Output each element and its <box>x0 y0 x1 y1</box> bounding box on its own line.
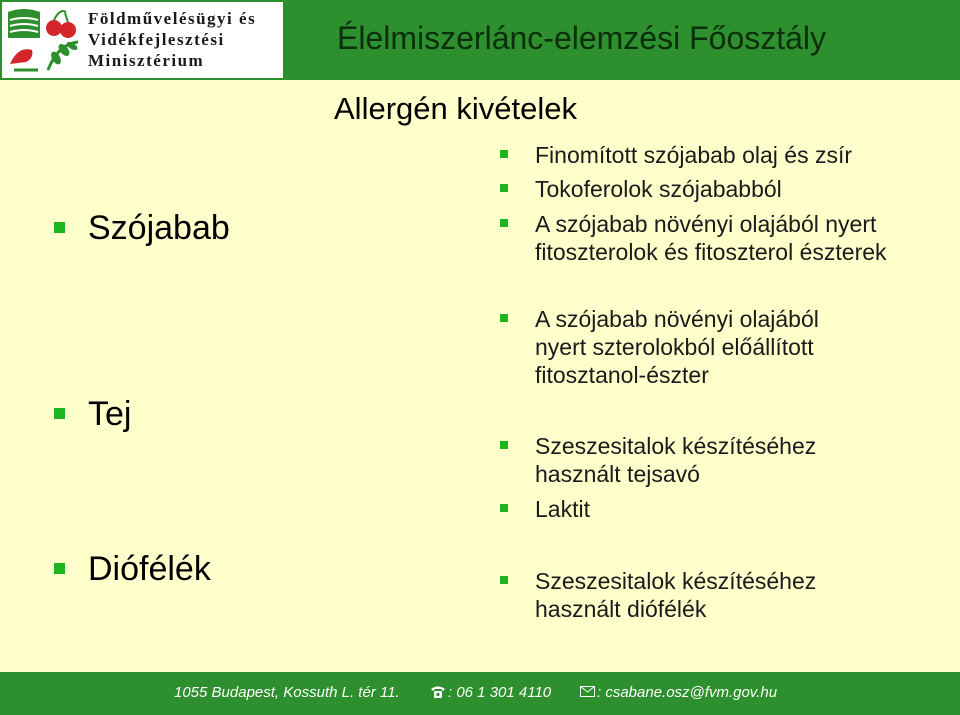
bullet-icon <box>500 576 508 584</box>
logo-line-2: Vidékfejlesztési <box>88 30 225 49</box>
category-label: Szójabab <box>88 209 230 247</box>
footer-contact <box>0 672 960 715</box>
bullet-icon <box>54 408 65 419</box>
bullet-icon <box>54 563 65 574</box>
footer-bar <box>0 672 960 715</box>
ministry-emblem-icon <box>4 4 82 76</box>
bullet-icon <box>500 314 508 322</box>
bullet-icon <box>500 184 508 192</box>
ministry-name <box>88 8 283 71</box>
header-bar <box>0 0 960 80</box>
logo-line-3: Minisztérium <box>88 51 205 70</box>
envelope-icon <box>580 686 595 697</box>
footer-phone: : 06 1 301 4110 <box>448 684 552 701</box>
bullet-icon <box>500 219 508 227</box>
telephone-icon <box>430 685 446 699</box>
logo-line-1: Földművelésügyi és <box>88 9 257 28</box>
footer-email[interactable]: : csabane.osz@fvm.gov.hu <box>597 684 778 701</box>
item-text: A szójabab növényi olajából nyert szterolokból előállított fitosztanol-észter <box>535 306 819 388</box>
item-text: Szeszesitalok készítéséhez használt tejsavó <box>535 433 817 487</box>
item-text: Laktit <box>535 496 590 522</box>
item-text: Szeszesitalok készítéséhez használt diófélék <box>535 568 817 622</box>
bullet-icon <box>500 441 508 449</box>
item-text: Tokoferolok szójababból <box>535 176 782 202</box>
category-label: Tej <box>88 395 132 433</box>
ministry-logo <box>2 2 283 78</box>
department-title: Élelmiszerlánc-elemzési Főosztály <box>337 20 827 56</box>
slide-title: Allergén kivételek <box>334 91 577 126</box>
bullet-icon <box>500 504 508 512</box>
bullet-icon <box>54 222 65 233</box>
item-text: A szójabab növényi olajából nyert fitoszterolok és fitoszterol észterek <box>535 211 887 265</box>
footer-address: 1055 Budapest, Kossuth L. tér 11. <box>174 684 400 701</box>
item-text: Finomított szójabab olaj és zsír <box>535 142 853 168</box>
category-label: Diófélék <box>88 550 211 588</box>
bullet-icon <box>500 150 508 158</box>
